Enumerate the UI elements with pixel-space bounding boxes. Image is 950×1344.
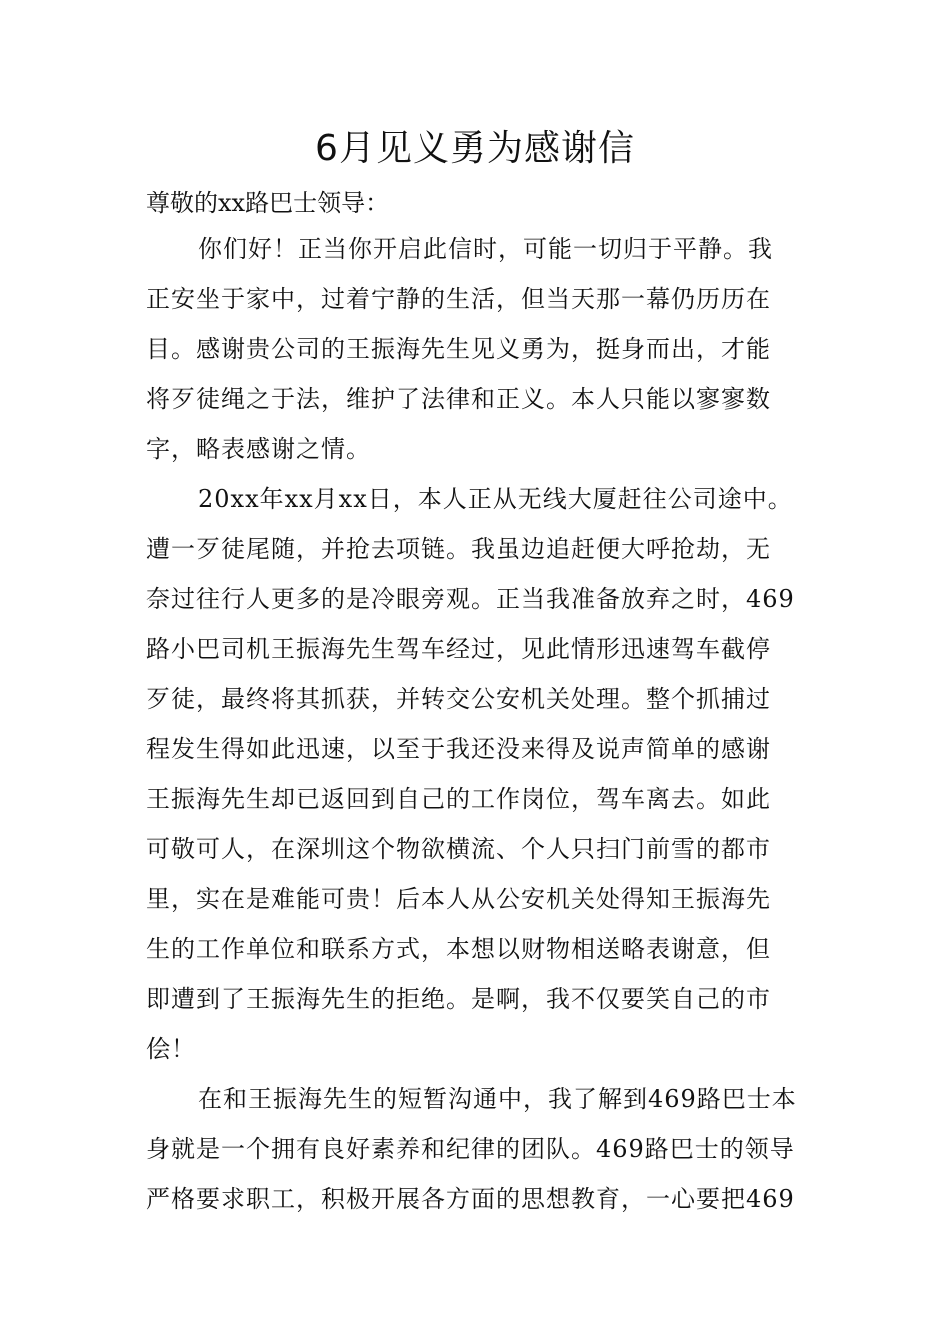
paragraph-line: 程发生得如此迅速，以至于我还没来得及说声简单的感谢 [146, 735, 771, 763]
paragraph-line: 路小巴司机王振海先生驾车经过，见此情形迅速驾车截停 [146, 635, 771, 663]
paragraph-3 [146, 1074, 828, 1224]
paragraph-line: 严格要求职工，积极开展各方面的思想教育，一心要把469 [146, 1185, 795, 1213]
paragraph-line: 奈过往行人更多的是冷眼旁观。正当我准备放弃之时，469 [146, 585, 795, 613]
salutation: 尊敬的xx路巴士领导： [146, 189, 390, 217]
paragraph-line: 歹徒，最终将其抓获，并转交公安机关处理。整个抓捕过 [146, 685, 771, 713]
paragraph-line: 身就是一个拥有良好素养和纪律的团队。469路巴士的领导 [146, 1135, 795, 1163]
paragraph-line: 你们好！正当你开启此信时，可能一切归于平静。我 [198, 235, 773, 263]
paragraph-line: 即遭到了王振海先生的拒绝。是啊，我不仅要笑自己的市 [146, 985, 771, 1013]
paragraph-line: 目。感谢贵公司的王振海先生见义勇为，挺身而出，才能 [146, 335, 771, 363]
paragraph-line: 可敬可人，在深圳这个物欲横流、个人只扫门前雪的都市 [146, 835, 771, 863]
document-title: 6月见义勇为感谢信 [315, 128, 635, 169]
paragraph-1 [146, 224, 828, 474]
paragraph-line: 将歹徒绳之于法，维护了法律和正义。本人只能以寥寥数 [146, 385, 771, 413]
paragraph-2 [146, 474, 828, 1074]
paragraph-line: 20xx年xx月xx日，本人正从无线大厦赶往公司途中。 [198, 485, 793, 513]
paragraph-line: 生的工作单位和联系方式，本想以财物相送略表谢意，但 [146, 935, 771, 963]
paragraph-line: 字，略表感谢之情。 [146, 435, 371, 463]
paragraph-line: 在和王振海先生的短暂沟通中，我了解到469路巴士本 [198, 1085, 797, 1113]
paragraph-line: 里，实在是难能可贵！后本人从公安机关处得知王振海先 [146, 885, 771, 913]
paragraph-line: 王振海先生却已返回到自己的工作岗位，驾车离去。如此 [146, 785, 771, 813]
paragraph-line: 遭一歹徒尾随，并抢去项链。我虽边追赶便大呼抢劫，无 [146, 535, 771, 563]
paragraph-line: 侩！ [146, 1035, 196, 1063]
paragraph-line: 正安坐于家中，过着宁静的生活，但当天那一幕仍历历在 [146, 285, 771, 313]
